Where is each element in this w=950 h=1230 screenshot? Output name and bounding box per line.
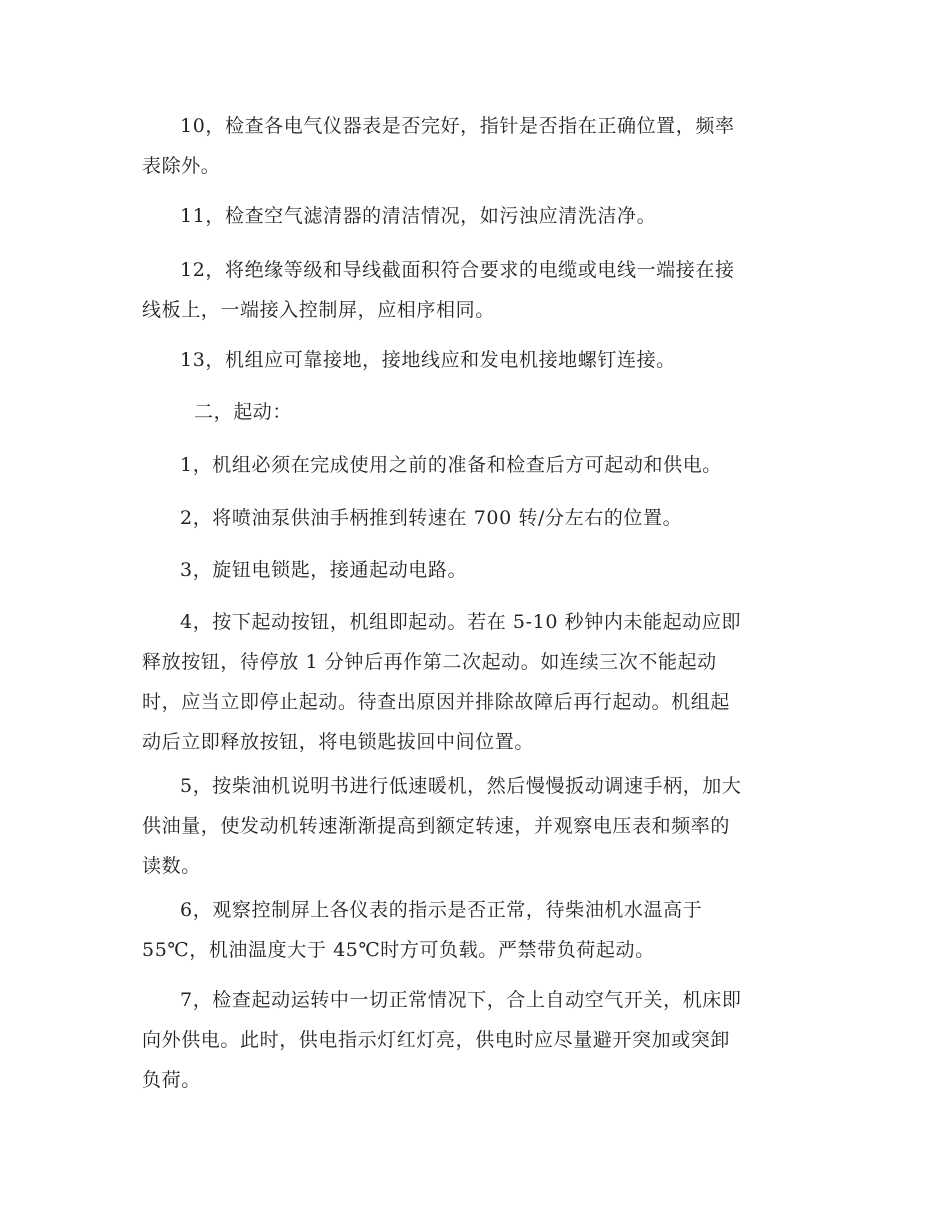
startup-step-6: 6，观察控制屏上各仪表的指示是否正常，待柴油机水温高于 55℃，机油温度大于 45℃时方可负载。严禁带负荷起动。 [142,899,703,961]
startup-step-7: 7，检查起动运转中一切正常情况下，合上自动空气开关，机床即 向外供电。此时，供电指示灯红灯亮，供电时应尽量避开突加或突卸 负荷。 [142,989,742,1091]
startup-step-4: 4，按下起动按钮，机组即起动。若在 5-10 秒钟内未能起动应即 释放按钮，待停放 1 分钟后再作第二次起动。如连续三次不能起动 时，应当立即停止起动。待查出原因并排除故障后再行起动。机组起 动后立即释放按钮，将电锁匙拔回中间位置。 [142,611,742,753]
startup-step-5: 5，按柴油机说明书进行低速暖机，然后慢慢扳动调速手柄，加大 供油量，使发动机转速渐渐提高到额定转速，并观察电压表和频率的 读数。 [142,775,742,877]
paragraph-item-12: 12，将绝缘等级和导线截面积符合要求的电缆或电线一端接在接 线板上，一端接入控制屏，应相序相同。 [142,259,735,321]
startup-step-2: 2，将喷油泵供油手柄推到转速在 700 转/分左右的位置。 [180,507,683,529]
paragraph-item-10: 10，检查各电气仪器表是否完好，指针是否指在正确位置，频率 表除外。 [142,115,735,177]
paragraph-item-13: 13，机组应可靠接地，接地线应和发电机接地螺钉连接。 [180,349,676,371]
section-heading-startup: 二，起动： [194,401,293,423]
startup-step-3: 3，旋钮电锁匙，接通起动电路。 [180,559,468,581]
startup-step-1: 1，机组必须在完成使用之前的准备和检查后方可起动和供电。 [180,454,722,476]
paragraph-item-11: 11，检查空气滤清器的清洁情况，如污浊应清洗洁净。 [180,205,657,227]
